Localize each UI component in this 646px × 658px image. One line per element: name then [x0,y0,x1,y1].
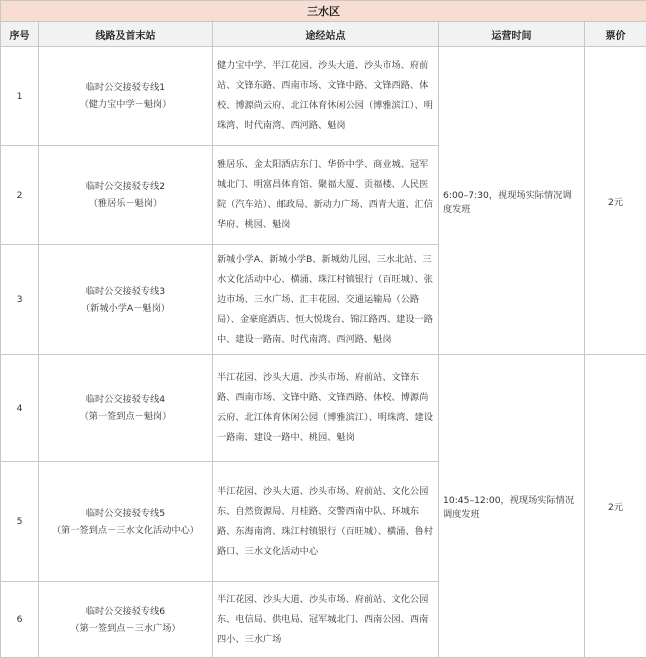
route-name: 临时公交接驳专线3 [43,283,208,300]
route-ends: （雅居乐－魁岗） [43,195,208,212]
title-row [1,1,646,22]
header-route: 线路及首末站 [39,22,213,47]
stops-cell: 雅居乐、金太阳酒店东门、华侨中学、商业城、冠军城北门、明富昌体育馆、聚福大厦、贡福楼、人民医院（汽车站）、邮政局、新动力广场、西青大道、汇信华府、桃园、魁岗 [213,146,439,245]
route-ends: （第一签到点－三水文化活动中心） [43,522,208,539]
route-name: 临时公交接驳专线4 [43,391,208,408]
header-price: 票价 [585,22,646,47]
stops-cell: 半江花园、沙头大道、沙头市场、府前站、文化公园东、自然资源局、月桂路、交警西南中队、环城东路、东海南湾、珠江村镇银行（百旺城）、横涌、鲁村路口、三水文化活动中心 [213,462,439,582]
header-row [1,22,646,47]
route-cell [39,582,213,658]
route-cell [39,47,213,146]
stops-cell: 新城小学A、新城小学B、新城幼儿园、三水北站、三水文化活动中心、横涌、珠江村镇银行（百旺城）、张边市场、三水广场、汇丰花园、交通运输局（公路局）、金豪庭酒店、恒大悦珑台、锦江路西、建设一路中、建设一路南、时代南湾、西河路、魁岗 [213,245,439,355]
row-no: 3 [1,245,39,355]
route-ends: （第一签到点－三水广场） [43,620,208,637]
table-row [1,355,646,462]
route-ends: （健力宝中学－魁岗） [43,96,208,113]
header-stops: 途经站点 [213,22,439,47]
row-no: 5 [1,462,39,582]
route-ends: （新城小学A－魁岗） [43,300,208,317]
stops-cell: 半江花园、沙头大道、沙头市场、府前站、文化公园东、电信局、供电局、冠军城北门、西南公园、西南四小、三水广场 [213,582,439,658]
stops-cell: 半江花园、沙头大道、沙头市场、府前站、文锋东路、西南市场、文锋中路、文锋西路、体校、博源尚云府、北江体育休闲公园（博雅滨江）、明珠湾、建设一路南、建设一路中、桃园、魁岗 [213,355,439,462]
operating-time: 10:45–12:00，视现场实际情况调度发班 [439,355,585,658]
route-name: 临时公交接驳专线6 [43,603,208,620]
header-time: 运营时间 [439,22,585,47]
ticket-price: 2元 [585,47,646,355]
row-no: 1 [1,47,39,146]
operating-time: 6:00–7:30，视现场实际情况调度发班 [439,47,585,355]
stops-cell: 健力宝中学、半江花园、沙头大道、沙头市场、府前站、文锋东路、西南市场、文锋中路、文锋西路、体校、博源尚云府、北江体育休闲公园（博雅滨江）、明珠湾、时代南湾、西河路、魁岗 [213,47,439,146]
route-name: 临时公交接驳专线2 [43,178,208,195]
route-name: 临时公交接驳专线1 [43,79,208,96]
table-row [1,47,646,146]
route-cell [39,355,213,462]
row-no: 4 [1,355,39,462]
route-name: 临时公交接驳专线5 [43,505,208,522]
row-no: 6 [1,582,39,658]
route-cell [39,245,213,355]
row-no: 2 [1,146,39,245]
route-cell [39,462,213,582]
route-ends: （第一签到点－魁岗） [43,408,208,425]
ticket-price: 2元 [585,355,646,658]
table-title: 三水区 [1,1,646,22]
header-no: 序号 [1,22,39,47]
route-cell [39,146,213,245]
